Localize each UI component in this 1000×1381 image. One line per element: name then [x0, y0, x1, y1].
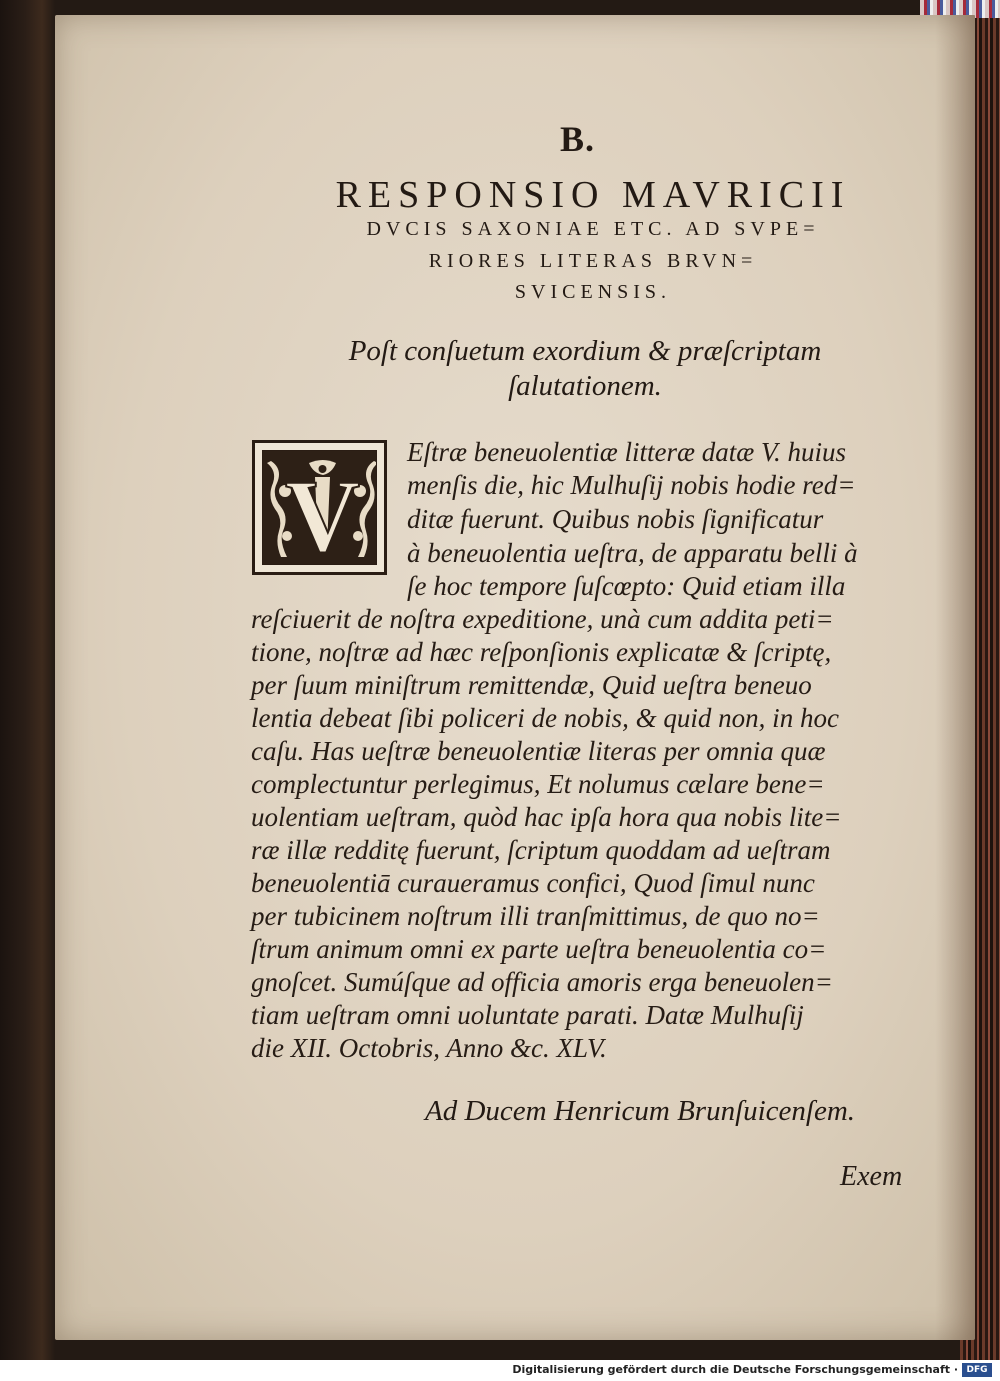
initial-letter: V: [284, 459, 361, 565]
ornament-icon: [263, 451, 377, 565]
initial-frame: [262, 450, 377, 565]
body-line: menſis die, hic Mulhuſij nobis hodie red=: [407, 470, 856, 500]
title-sub-line: RIORES LITERAS BRVN=: [428, 250, 758, 272]
body-line: tione, noſtræ ad hæc reſponſionis explicatæ & ſcriptę,: [251, 637, 832, 667]
body-line: gnoſcet. Sumúſque ad officia amoris erga beneuolen=: [251, 967, 833, 997]
decorated-initial-v: [252, 440, 387, 575]
page-content: [55, 15, 975, 1340]
signature-mark: B.: [560, 119, 596, 159]
footer-credit: Digitalisierung gefördert durch die Deutsche Forschungsgemeinschaft ·: [512, 1363, 958, 1376]
body-line: uolentiam ueſtram, quòd hac ipſa hora qua nobis lite=: [251, 802, 842, 832]
digitization-footer: [0, 1360, 1000, 1381]
book-page: [55, 15, 975, 1340]
body-line: Eſtræ beneuolentiæ litteræ datæ V. huius: [407, 437, 847, 467]
dfg-logo-icon[interactable]: DFG: [962, 1363, 992, 1377]
preface-line: Poſt conſuetum exordium & præſcriptam: [348, 335, 822, 367]
body-line: complectuntur perlegimus, Et nolumus cælare bene=: [251, 769, 825, 799]
title-main: RESPONSIO MAVRICII: [335, 174, 851, 216]
body-line: per tubicinem noſtrum illi tranſmittimus, de quo no=: [251, 901, 820, 931]
body-line: ſe hoc tempore ſuſcœpto: Quid etiam illa: [407, 571, 846, 601]
body-line: reſciuerit de noſtra expeditione, unà cum addita peti=: [251, 604, 834, 634]
title-sub-line: DVCIS SAXONIAE ETC. AD SVPE=: [366, 218, 820, 240]
body-line: tiam ueſtram omni uoluntate parati. Datæ Mulhuſij: [251, 1000, 804, 1030]
preface-line: ſalutationem.: [508, 370, 662, 402]
body-line: caſu. Has ueſtræ beneuolentiæ literas per omnia quæ: [251, 736, 826, 766]
body-line: à beneuolentia ueſtra, de apparatu belli à: [407, 538, 858, 568]
body-line: die XII. Octobris, Anno &c. XLV.: [251, 1033, 607, 1063]
body-line: ditæ fuerunt. Quibus nobis ſignificatur: [407, 504, 824, 534]
title-sub-line: SVICENSIS.: [514, 281, 672, 303]
closing-address: Ad Ducem Henricum Brunſuicenſem.: [425, 1095, 856, 1127]
body-line: per ſuum miniſtrum remittendæ, Quid ueſtra beneuo: [251, 670, 812, 700]
body-line: lentia debeat ſibi policeri de nobis, & quid non, in hoc: [251, 703, 839, 733]
body-line: ſtrum animum omni ex parte ueſtra beneuolentia co=: [251, 934, 827, 964]
body-line: ræ illæ redditę fuerunt, ſcriptum quoddam ad ueſtram: [251, 835, 831, 865]
catchword: Exem: [840, 1161, 903, 1192]
body-line: beneuolentiā curaueramus confici, Quod ſimul nunc: [251, 868, 815, 898]
